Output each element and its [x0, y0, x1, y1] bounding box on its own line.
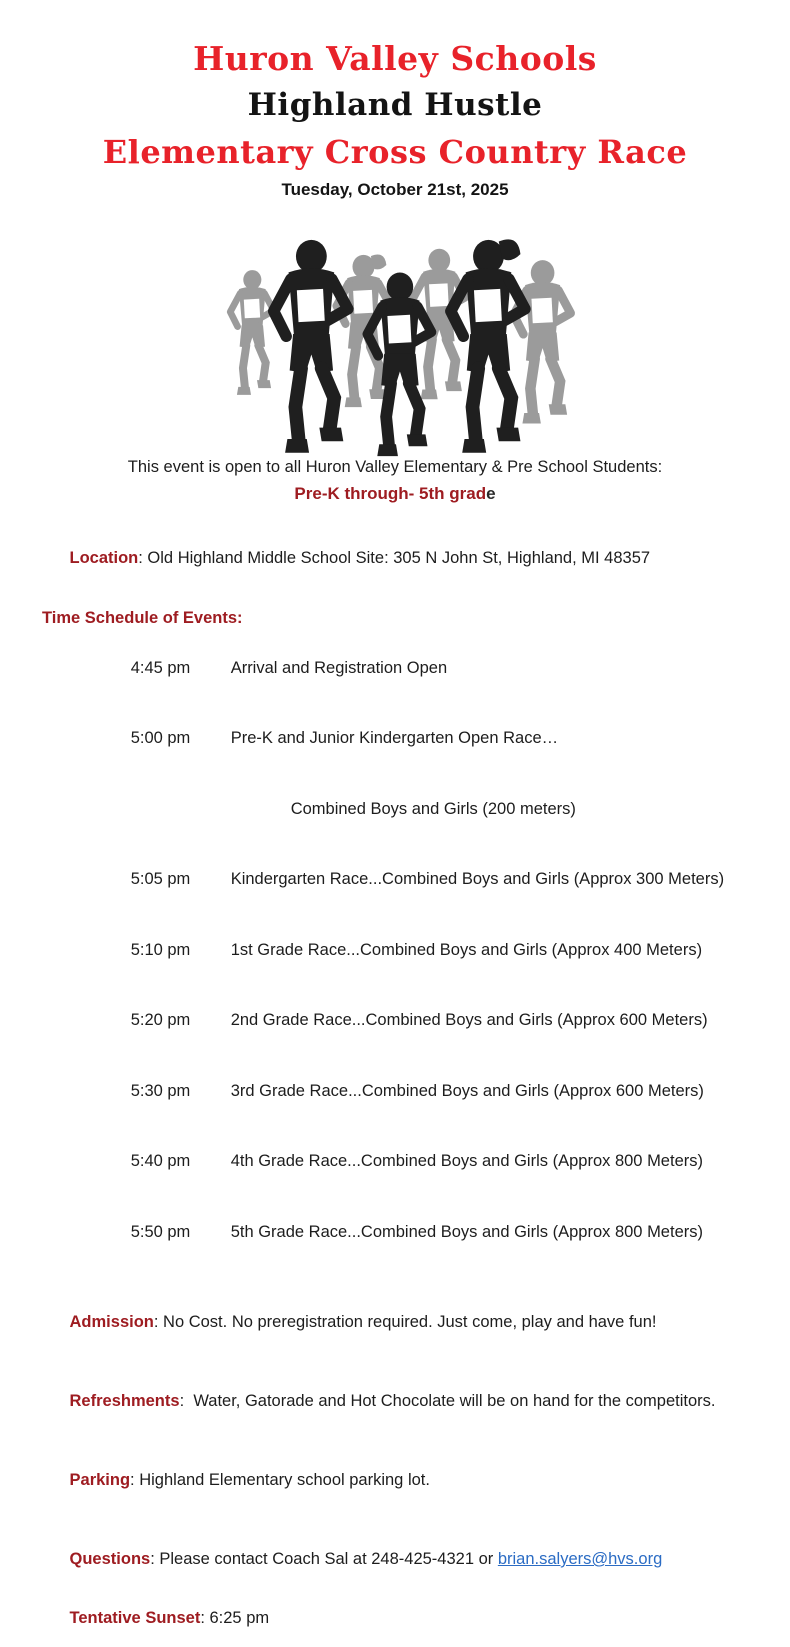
- flyer-body: [0, 530, 790, 1647]
- sunset-line: [42, 1590, 750, 1647]
- schedule-time: 5:30 pm: [130, 1081, 191, 1100]
- schedule-desc: Arrival and Registration Open: [230, 658, 448, 677]
- schedule-title: Time Schedule of Events:: [42, 609, 243, 628]
- schedule-desc: Pre-K and Junior Kindergarten Open Race…: [230, 729, 559, 748]
- schedule-desc: 5th Grade Race...Combined Boys and Girls (Approx 800 Meters): [230, 1222, 703, 1241]
- schedule-row: [42, 704, 750, 775]
- schedule-time: 5:05 pm: [130, 870, 191, 889]
- admission-label: Admission: [69, 1312, 154, 1331]
- location-line: [42, 530, 750, 587]
- schedule-row: [42, 633, 750, 704]
- race-name-title: Elementary Cross Country Race: [102, 132, 688, 171]
- questions-text: : Please contact Coach Sal at 248-425-4321 or: [150, 1549, 498, 1568]
- schedule-time: 5:40 pm: [130, 1152, 191, 1171]
- refreshments-text: : Water, Gatorade and Hot Chocolate will be on hand for the competitors.: [179, 1391, 716, 1410]
- schedule-row-continuation: [42, 774, 750, 845]
- schedule-list: [42, 633, 750, 1268]
- schedule-time: 5:00 pm: [130, 729, 191, 748]
- schedule-desc: 2nd Grade Race...Combined Boys and Girls (Approx 600 Meters): [230, 1011, 708, 1030]
- location-label: Location: [69, 549, 139, 568]
- schedule-desc: Combined Boys and Girls (200 meters): [290, 799, 576, 818]
- event-date: Tuesday, October 21st, 2025: [281, 180, 509, 200]
- schedule-desc: 4th Grade Race...Combined Boys and Girls (Approx 800 Meters): [230, 1152, 703, 1171]
- schedule-row: [42, 1197, 750, 1268]
- schedule-desc: Kindergarten Race...Combined Boys and Girls (Approx 300 Meters): [230, 870, 725, 889]
- refreshments-line: [42, 1373, 750, 1430]
- sunset-label: Tentative Sunset: [69, 1608, 201, 1627]
- schedule-row: [42, 845, 750, 916]
- schedule-desc: 1st Grade Race...Combined Boys and Girls (Approx 400 Meters): [230, 940, 703, 959]
- schedule-time: 5:20 pm: [130, 1011, 191, 1030]
- schedule-desc: 3rd Grade Race...Combined Boys and Girls (Approx 600 Meters): [230, 1081, 704, 1100]
- contact-email-link[interactable]: brian.salyers@hvs.org: [497, 1549, 663, 1568]
- location-text: : Old Highland Middle School Site: 305 N John St, Highland, MI 48357: [138, 549, 651, 568]
- admission-line: [42, 1294, 750, 1351]
- runners-image: [0, 214, 790, 452]
- schedule-time: 4:45 pm: [130, 658, 191, 677]
- children-running-silhouettes-graphic: [225, 214, 565, 460]
- sunset-text: : 6:25 pm: [200, 1608, 270, 1627]
- questions-label: Questions: [69, 1549, 151, 1568]
- grade-range-text: [0, 484, 790, 504]
- schedule-row: [42, 1127, 750, 1198]
- schedule-row: [42, 986, 750, 1057]
- event-name-title: Highland Hustle: [247, 86, 543, 123]
- flyer-header: [0, 40, 790, 200]
- schedule-time: 5:50 pm: [130, 1222, 191, 1241]
- refreshments-label: Refreshments: [69, 1391, 180, 1410]
- school-name-title: Huron Valley Schools: [193, 39, 597, 78]
- parking-text: : Highland Elementary school parking lot.: [130, 1470, 430, 1489]
- eligibility-text: This event is open to all Huron Valley Elementary & Pre School Students:: [127, 458, 663, 477]
- questions-line: [42, 1531, 750, 1588]
- parking-label: Parking: [69, 1470, 131, 1489]
- parking-line: [42, 1452, 750, 1509]
- schedule-row: [42, 915, 750, 986]
- grade-range-red: Pre-K through- 5th grad: [294, 484, 487, 504]
- schedule-time: 5:10 pm: [130, 940, 191, 959]
- admission-text: : No Cost. No preregistration required. Just come, play and have fun!: [153, 1312, 657, 1331]
- schedule-row: [42, 1056, 750, 1127]
- grade-range-tail: e: [486, 484, 496, 504]
